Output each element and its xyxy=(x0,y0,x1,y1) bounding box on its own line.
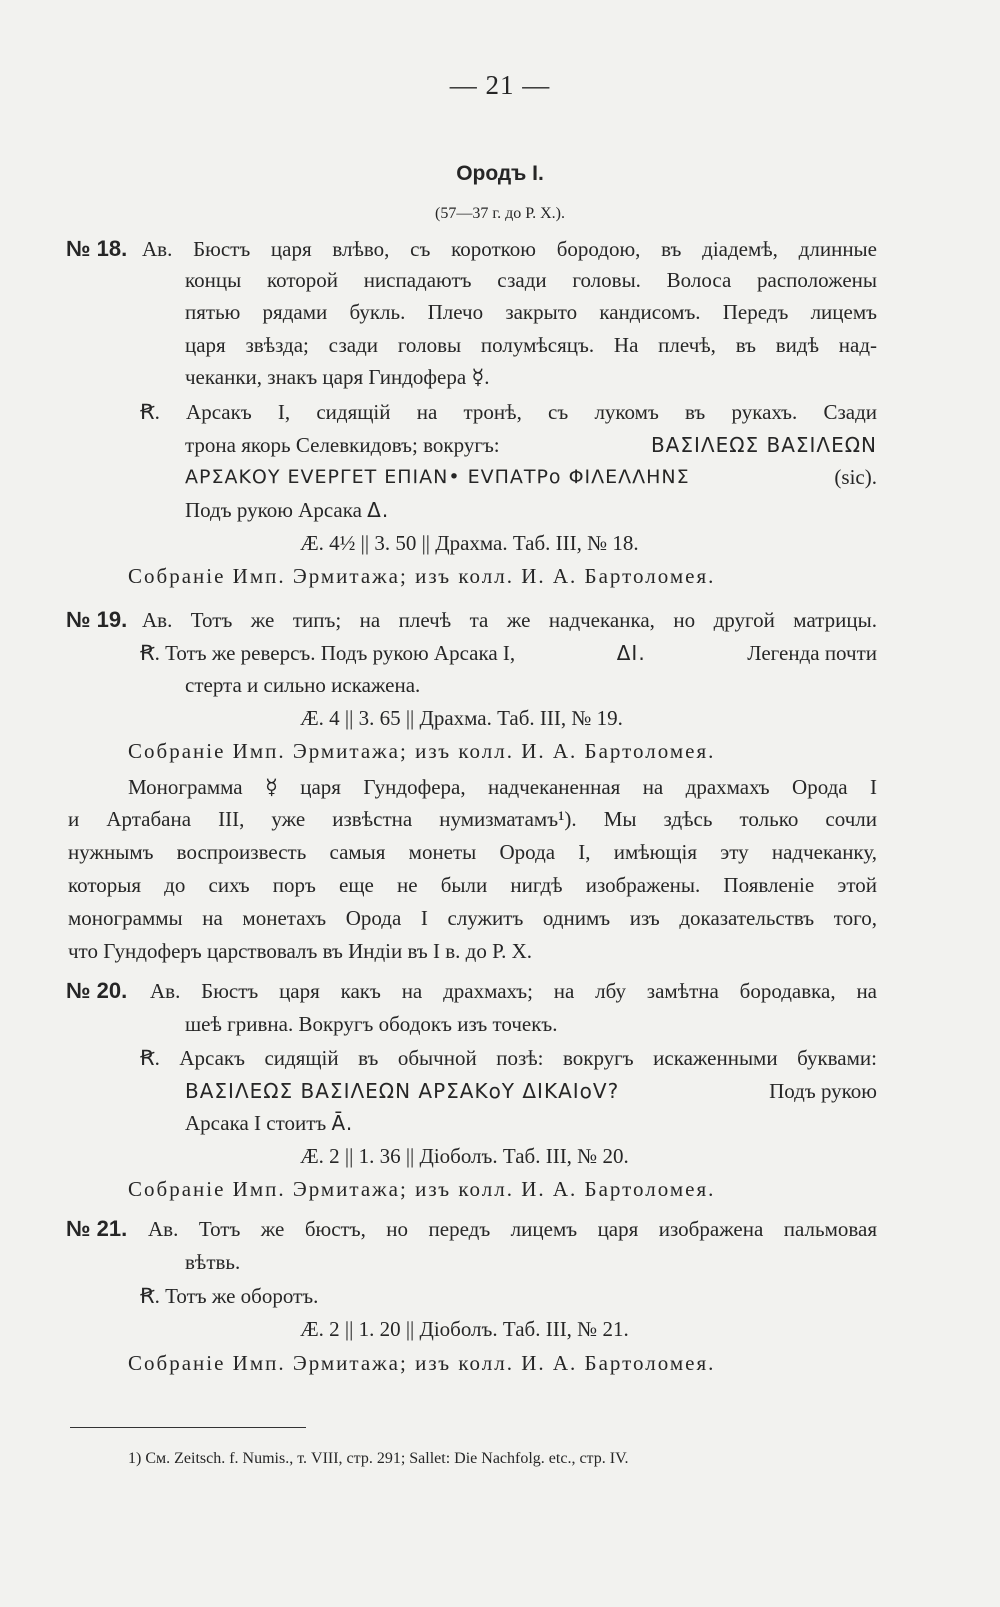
coin-19-delta-iota-mark: ΔΙ. xyxy=(616,641,646,665)
coin-18-reverse-line-3 xyxy=(185,464,877,490)
coin-20-greek-legend: ΒΑΣΙΛΕΩΣ ΒΑΣΙΛΕΩΝ ΑΡΣΑΚοΥ ΔΙΚΑΙοV? xyxy=(185,1079,620,1103)
coin-21-reverse-line-1: Ꞧ. Тотъ же оборотъ. xyxy=(140,1284,319,1308)
coin-18-delta-mark: Δ. xyxy=(367,498,390,522)
coin-20-obverse-line-2: шеѣ гривна. Вокругъ ободокъ изъ точекъ. xyxy=(185,1012,558,1036)
coin-20-collection: Собраніе Имп. Эрмитажа; изъ колл. И. А. Бартоломея. xyxy=(128,1177,716,1201)
coin-20-obverse-line-1: Ав. Бюстъ царя какъ на драхмахъ; на лбу замѣтна бородавка, на xyxy=(150,979,877,1003)
monogram-paragraph-line-4: которыя до сихъ поръ еще не были нигдѣ изображены. Появленіе этой xyxy=(68,873,877,897)
coin-21-collection: Собраніе Имп. Эрмитажа; изъ колл. И. А. Бартоломея. xyxy=(128,1351,716,1375)
coin-19-metrics: Æ. 4 || 3. 65 || Драхма. Таб. III, № 19. xyxy=(300,706,623,730)
coin-18-greek-legend-a: ΒΑΣΙΛΕΩΣ ΒΑΣΙΛΕΩΝ xyxy=(650,433,877,457)
coin-18-obverse-line-2: концы которой ниспадаютъ сзади головы. Волоса расположены xyxy=(185,268,877,292)
coin-19-collection: Собраніе Имп. Эрмитажа; изъ колл. И. А. Бартоломея. xyxy=(128,739,716,763)
coin-20-reverse-line-2-text: Подъ рукою xyxy=(769,1079,877,1103)
page-number: — 21 — xyxy=(449,70,551,100)
coin-18-metrics: Æ. 4½ || 3. 50 || Драхма. Таб. III, № 18. xyxy=(300,531,639,555)
coin-number-21: № 21. xyxy=(66,1216,128,1241)
coin-19-reverse-line-1 xyxy=(140,640,877,666)
coin-18-reverse-line-4-text: Подъ рукою Арсака xyxy=(185,498,362,522)
coin-21-metrics: Æ. 2 || 1. 20 || Діоболъ. Таб. III, № 21. xyxy=(300,1317,629,1341)
coin-18-obverse-line-4: царя звѣзда; сзади головы полумѣсяцъ. На плечѣ, въ видѣ над- xyxy=(185,333,877,357)
coin-18-obverse-line-3: пятью рядами букль. Плечо закрыто кандисомъ. Передъ лицемъ xyxy=(185,300,877,324)
coin-21-obverse-line-2: вѣтвь. xyxy=(185,1250,241,1274)
ruler-heading: Ородъ I. xyxy=(456,162,544,185)
footnote: 1) См. Zeitsch. f. Numis., т. VIII, стр. 291; Sallet: Die Nachfolg. etc., стр. IV. xyxy=(128,1450,629,1467)
coin-18-reverse-line-1: Ꞧ. Арсакъ I, сидящій на тронѣ, съ лукомъ въ рукахъ. Сзади xyxy=(140,400,877,424)
coin-18-greek-legend-b: ΑΡΣΑΚΟΥ ΕVΕΡΓΕΤ ΕΠΙΑΝ• ΕVΠΑΤΡο ΦΙΛΕΛΛΗΝΣ xyxy=(185,466,690,488)
coin-number-19: № 19. xyxy=(66,607,128,632)
monogram-paragraph-line-2: и Артабана III, уже извѣстна нумизматамъ¹). Мы здѣсь только сочли xyxy=(68,807,877,831)
coin-20-reverse-line-3 xyxy=(185,1110,353,1136)
coin-20-reverse-line-2 xyxy=(185,1078,877,1104)
monogram-paragraph-line-1: Монограмма ☿ царя Гундофера, надчеканенная на драхмахъ Орода I xyxy=(128,775,877,799)
monogram-paragraph-line-6: что Гундоферъ царствовалъ въ Индіи въ I в. до Р. X. xyxy=(68,939,533,963)
footnote-divider xyxy=(70,1427,306,1428)
coin-number-18: № 18. xyxy=(66,236,128,261)
ruler-dates: (57—37 г. до Р. X.). xyxy=(434,205,565,222)
coin-number-20: № 20. xyxy=(66,978,128,1003)
coin-19-reverse-line-1-text: Ꞧ. Тотъ же реверсъ. Подъ рукою Арсака I, xyxy=(140,641,516,665)
coin-20-metrics: Æ. 2 || 1. 36 || Діоболъ. Таб. III, № 20. xyxy=(300,1144,629,1168)
coin-18-sic-note: (sic). xyxy=(834,465,877,489)
monogram-paragraph-line-3: нужнымъ воспроизвесть самыя монеты Орода I, имѣющія эту надчеканку, xyxy=(68,840,877,864)
coin-20-alpha-mark: Ā. xyxy=(331,1111,354,1135)
coin-20-reverse-line-1: Ꞧ. Арсакъ сидящій въ обычной позѣ: вокругъ искаженными буквами: xyxy=(140,1046,877,1070)
coin-18-obverse-line-1: Ав. Бюстъ царя влѣво, съ короткою бородою, въ діадемѣ, длинные xyxy=(142,237,877,261)
coin-18-reverse-line-4 xyxy=(185,497,389,523)
coin-18-reverse-line-2 xyxy=(185,432,877,458)
coin-21-obverse-line-1: Ав. Тотъ же бюстъ, но передъ лицемъ царя изображена пальмовая xyxy=(148,1217,877,1241)
coin-18-obverse-line-5: чеканки, знакъ царя Гиндофера ☿. xyxy=(185,365,490,389)
coin-19-reverse-line-2: стерта и сильно искажена. xyxy=(185,673,421,697)
coin-18-collection: Собраніе Имп. Эрмитажа; изъ колл. И. А. Бартоломея. xyxy=(128,564,716,588)
monogram-paragraph-line-5: монограммы на монетахъ Орода I служитъ однимъ изъ доказательствъ того, xyxy=(68,906,877,930)
coin-20-reverse-line-3-text: Арсака I стоитъ xyxy=(185,1111,327,1135)
coin-18-reverse-line-2-text: трона якорь Селевкидовъ; вокругъ: xyxy=(185,433,500,457)
coin-19-obverse-line-1: Ав. Тотъ же типъ; на плечѣ та же надчеканка, но другой матрицы. xyxy=(142,608,877,632)
coin-19-reverse-line-1-tail: Легенда почти xyxy=(747,641,877,665)
